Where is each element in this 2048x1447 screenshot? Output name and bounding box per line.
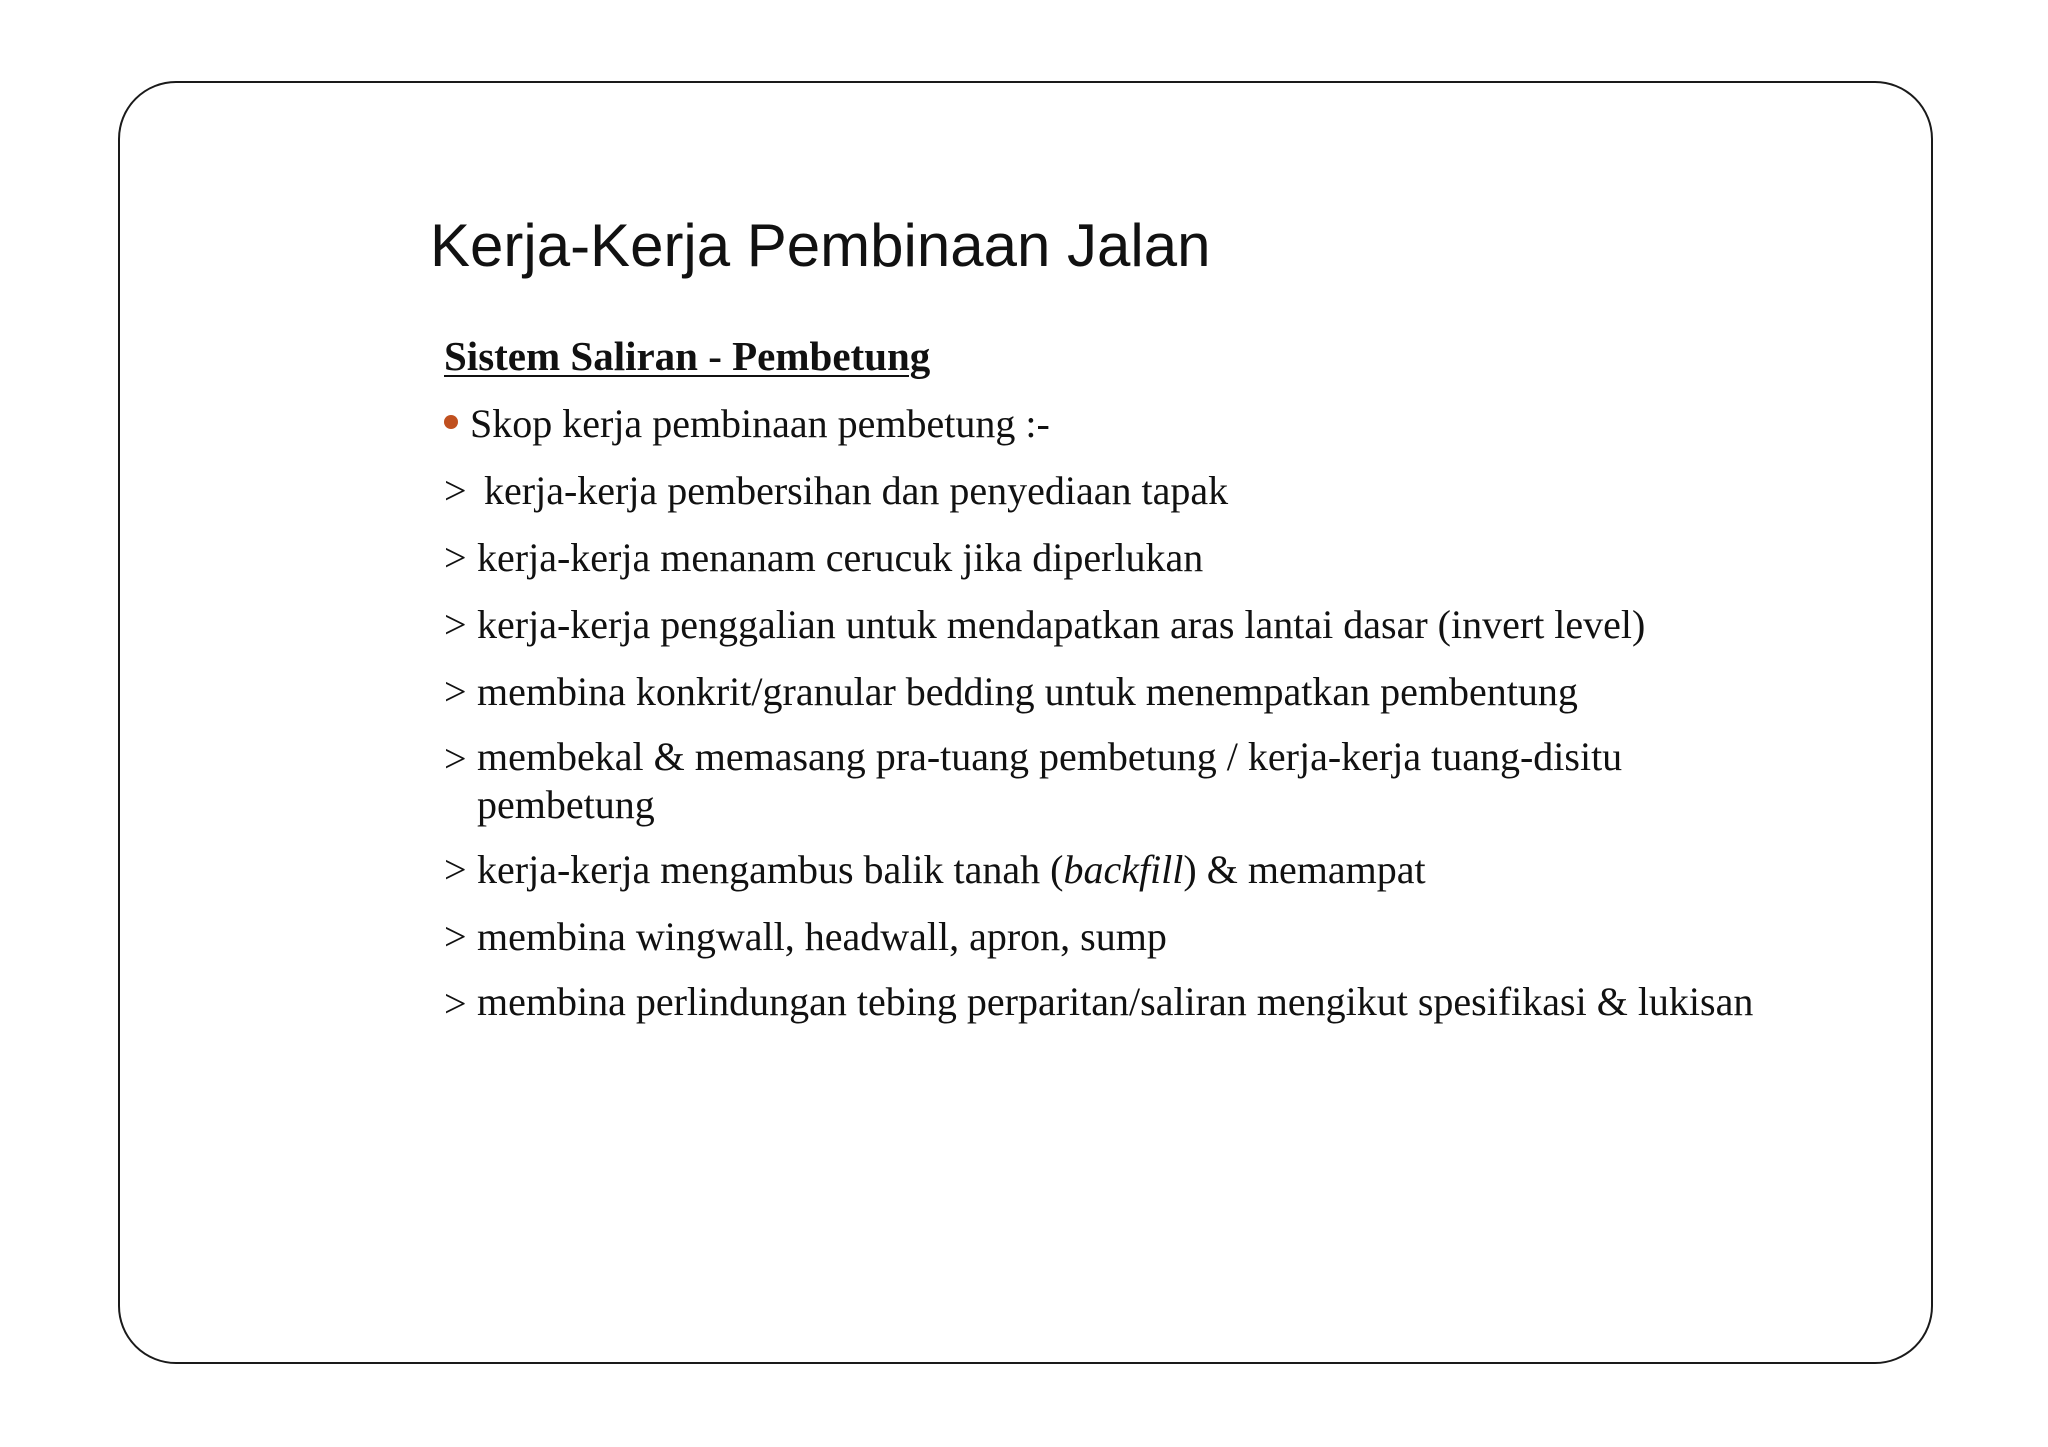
- list-marker: >: [444, 602, 467, 647]
- list-marker: >: [444, 468, 467, 513]
- list-item-text: membekal & memasang pra-tuang pembetung / kerja-kerja tuang-disitu pembetung: [477, 734, 1623, 827]
- list-item-text: membina perlindungan tebing perparitan/saliran mengikut spesifikasi & lukisan: [477, 979, 1754, 1024]
- list-item: [444, 844, 1764, 896]
- list-marker: >: [444, 914, 467, 959]
- list-item-text: kerja-kerja pembersihan dan penyediaan tapak: [484, 468, 1229, 513]
- scope-bullet: [444, 398, 1764, 450]
- list-item: [444, 733, 1764, 829]
- list-item: [444, 666, 1764, 718]
- list-item-text: membina wingwall, headwall, apron, sump: [477, 914, 1167, 959]
- list-item-text: [477, 844, 1764, 896]
- list-item: [444, 978, 1764, 1030]
- scope-bullet-text: Skop kerja pembinaan pembetung :-: [470, 401, 1050, 446]
- list-item-text-before: kerja-kerja mengambus balik tanah (: [477, 847, 1064, 892]
- slide-content: [444, 330, 1764, 1045]
- list-marker: >: [444, 669, 467, 714]
- list-item-text-italic: backfill: [1063, 847, 1184, 892]
- section-subheading: Sistem Saliran - Pembetung: [444, 333, 931, 379]
- bullet-dot-icon: [444, 415, 458, 429]
- list-item-text: membina konkrit/granular bedding untuk menempatkan pembentung: [477, 669, 1578, 714]
- list-marker: >: [444, 736, 467, 781]
- list-marker: >: [444, 981, 467, 1026]
- list-marker: >: [444, 535, 467, 580]
- list-item-text-after: ) & memampat: [1183, 847, 1426, 892]
- slide-title: Kerja-Kerja Pembinaan Jalan: [430, 212, 1211, 279]
- list-item: [444, 911, 1764, 963]
- list-item: [444, 599, 1764, 651]
- list-item-text: kerja-kerja menanam cerucuk jika diperlukan: [477, 535, 1204, 580]
- list-item: [444, 465, 1764, 517]
- list-item-text: kerja-kerja penggalian untuk mendapatkan aras lantai dasar (invert level): [477, 602, 1646, 647]
- list-item: [444, 532, 1764, 584]
- list-marker: >: [444, 847, 467, 892]
